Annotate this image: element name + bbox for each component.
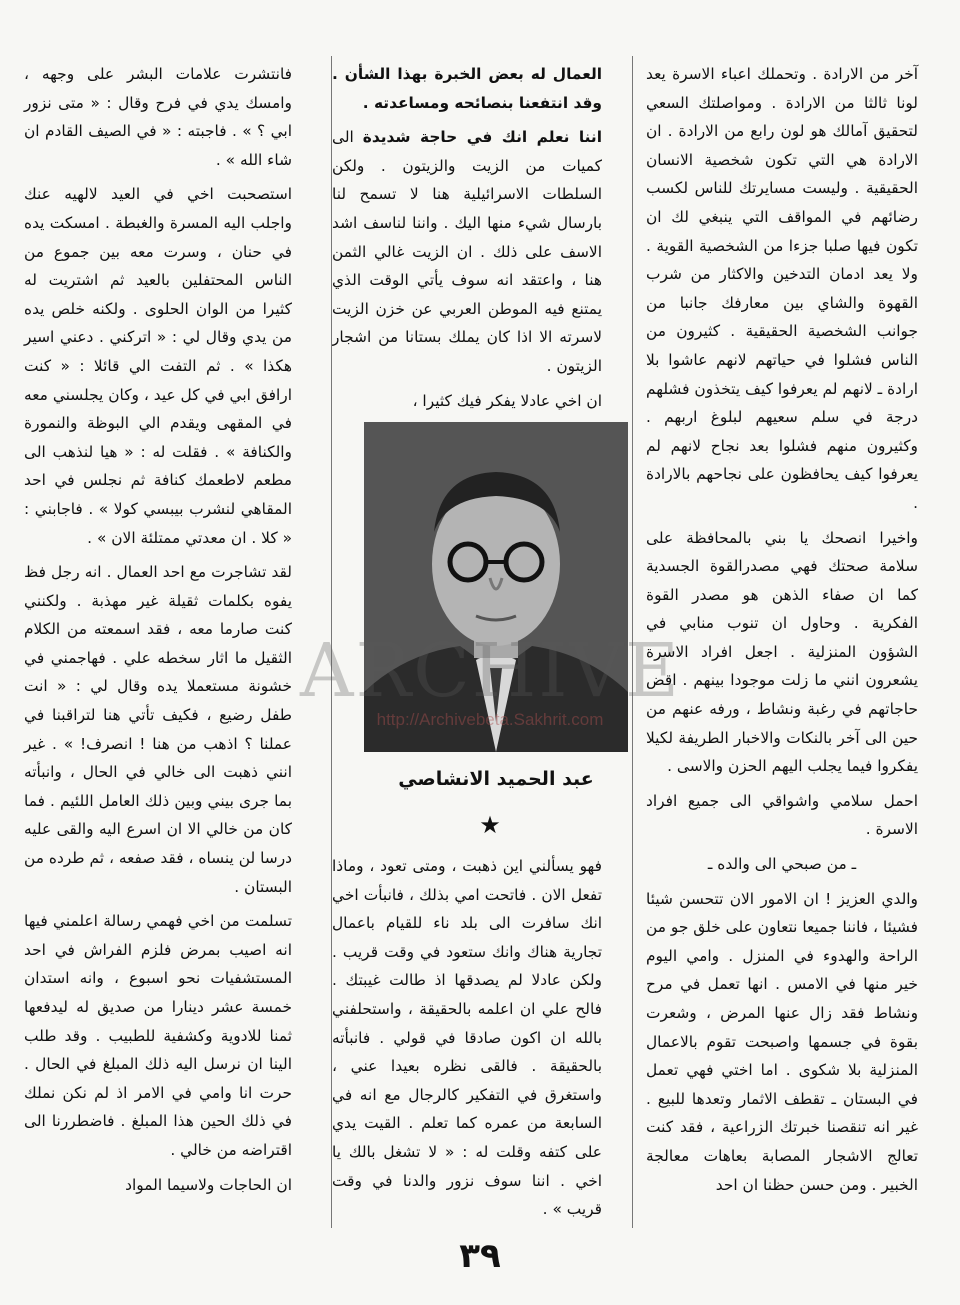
paragraph: احمل سلامي واشواقي الى جميع افراد الاسرة . [646, 791, 918, 839]
paragraph: واخيرا انصحك يا بني بالمحافظة على سلامة صحتك فهي مصدرالقوة الجسدية كما ان صفاء الذهن هو مصدر القوة الفكرية . وحاول ان تنوب منابي في الشؤون المنزلية . اجعل افراد الاسرة يشعرون انني ما زلت موجودا بينهم . اقض حاجاتهم في رغبة ونشاط ، ورفه عنهم من حين الى آخر بالنكات والاخبار الطريفة لكيلا يفكروا فيما يجلب اليهم الحزن والاسى . [646, 528, 918, 776]
column-divider [632, 56, 633, 1228]
paragraph: تسلمت من اخي فهمي رسالة اعلمني فيها انه اصيب بمرض فلزم الفراش في احد المستشفيات نحو اسبوع ، وانه استدان خمسة عشر دينارا من صديق له ليدفعها ثمنا للادوية وكشفية للطبيب . وقد طلب الينا ان نرسل اليه ذلك المبلغ في الحال . حرت انا وامي في الامر اذ لم نكن نملك في ذلك الحين هذا المبلغ . فاضطررنا الى اقتراضه من خالي . [24, 912, 292, 1159]
paragraph-text: الى كميات من الزيت والزيتون . ولكن السلطات الاسرائيلية هنا لا تسمح لنا بارسال شيء منها اليك . واننا لناسف اشد الاسف على ذلك . ان الزيت غالي الثمن هنا ، واعتقد انه سوف يأتي الوقت الذي يمتنع فيه الموطن العربي عن خزن الزيت لاسرته الا اذا كان يملك بستانا من اشجار الزيتون . [332, 128, 602, 375]
author-portrait [364, 422, 628, 752]
page-number: ٣٩ [459, 1236, 501, 1276]
paragraph [332, 123, 602, 380]
photo-caption: عبد الحميد الانشاصي [398, 768, 594, 790]
watermark-url: http://Archivebeta.Sakhrit.com [376, 710, 604, 729]
paragraph: ان الحاجات ولاسيما المواد [125, 1175, 292, 1194]
bold-lead: اننا نعلم انك في حاجة شديدة [362, 128, 602, 147]
portrait-illustration [364, 422, 628, 752]
column-middle-top [332, 60, 602, 410]
column-left [24, 60, 292, 1220]
column-right [646, 60, 918, 1220]
paragraph: والدي العزيز ! ان الامور الان تتحسن شيئا فشيئا ، فاننا جميعا نتعاون على خلق جو من الراحة والهدوء في المنزل . وامي اليوم خير منها في الامس . انها تعمل في مرح ونشاط فقد زال عنها المرض ، وشعرت بقوة في جسمها واصبحت تقوم بالاعمال المنزلية بلا شكوى . اما اختي فهي تعمل في البستان ـ تقطف الاثمار وتعدها للبيع . غير انه تنقصنا خبرتك الزراعية ، فقد كنت تعالج الاشجار المصابة بعاهات معالجة الخبير . ومن حسن حظنا ان احد [646, 889, 918, 1194]
paragraph: آخر من الارادة . وتحملك اعباء الاسرة يعد لونا ثالثا من الارادة . ومواصلتك السعي لتحقيق آمالك هو لون رابع من الارادة . ان الارادة هي التي تكون شخصية الانسان الحقيقية . وليست مسايرتك للناس لكسب رضائهم في المواقف التي ينبغي لك ان تكون فيها صلبا جزءا من الشخصية القوية . ولا يعد ادمان التدخين والاكثار من شرب القهوة والشاي بين معارفك جانبا من جوانب الشخصية الحقيقية . كثيرون من الناس فشلوا في حياتهم لانهم عاشوا بلا ارادة ـ لانهم لم يعرفوا كيف يتخذون فشلهم درجة في سلم سعيهم لبلوغ اربهم . وكثيرون منهم فشلوا بعد نجاح لانهم لم يعرفوا كيف يحافظون على نجاحهم بالارادة . [646, 65, 918, 512]
column-middle-bottom [332, 852, 602, 1224]
paragraph: العمال له بعض الخبرة بهذا الشأن . وقد انتفعنا بنصائحه ومساعدته . [332, 65, 602, 112]
paragraph: فهو يسألني اين ذهبت ، ومتى تعود ، وماذا تفعل الان . فاتحت امي بذلك ، فانبأت اخي انك سافرت الى بلد ناء للقيام باعمال تجارية هناك وانك ستعود في وقت قريب . ولكن عادلا لم يصدقها اذ طالت غيبتك . فالح علي ان اعلمه بالحقيقة ، واستحلفني بالله ان اكون صادقا في قولي . فانبأته بالحقيقة . فالقى نظره بعيدا عني ، واستغرق في التفكير كالرجال مع انه في السابعة من عمره كما تعلم . القيت يدي على كتفه وقلت له : « لا تشغل بالك يا اخي . اننا سوف نزور والدنا في وقت قريب » . [332, 857, 602, 1219]
letter-heading: ـ من صبحي الى والده ـ [707, 855, 857, 874]
paragraph: فانتشرت علامات البشر على وجهه ، وامسك يدي في فرح وقال : « متى نزور ابي ؟ » . فاجبته : « في الصيف القادم ان شاء الله » . [24, 65, 292, 169]
star-divider-icon: ★ [479, 811, 501, 839]
paragraph: استصحبت اخي في العيد لالهيه عنك واجلب اليه المسرة والغبطة . امسكت يده في حنان ، وسرت معه بين جموع من الناس المحتفلين بالعيد ثم اشتريت له كثيرا من الوان الحلوى . ولكنه خلص يده من يدي وقال لي : « اتركني . دعني اسير هكذا » . ثم التفت الي قائلا : « كنت ارافق ابي في كل عيد ، وكان يجلسني معه في المقهى ويقدم الي البوظة والنمورة والكنافة » . فقلت له : « هيا لنذهب الى مطعم لاطعمك كنافة ثم نجلس في احد المقاهي لنشرب بيبسي كولا » . فاجابني : « كلا . ان معدتي ممتلئة الان » . [24, 185, 292, 547]
archive-watermark: ARCHIVE [300, 628, 682, 714]
paragraph: ان اخي عادلا يفكر فيك كثيرا ، [412, 391, 602, 410]
column-divider [331, 56, 332, 1228]
paragraph: لقد تشاجرت مع احد العمال . انه رجل فظ يفوه بكلمات ثقيلة غير مهذبة . ولكنني كنت صارما معه ، فقد اسمعته من الكلام الثقيل ما اثار سخطه علي . فهاجمني في خشونة مستعملا يده وقال لي : « انت طفل رضيع ، فكيف تأتي هنا لتراقبنا في عملنا ؟ اذهب من هنا ! انصرف! » . غير انني ذهبت الى خالي في الحال ، وانبأته بما جرى بيني وبين ذلك العامل اللئيم . فما كان من خالي الا ان اسرع اليه والقى عليه درسا لن ينساه ، فقد صفعه ، ثم طرده من البستان . [24, 563, 292, 896]
